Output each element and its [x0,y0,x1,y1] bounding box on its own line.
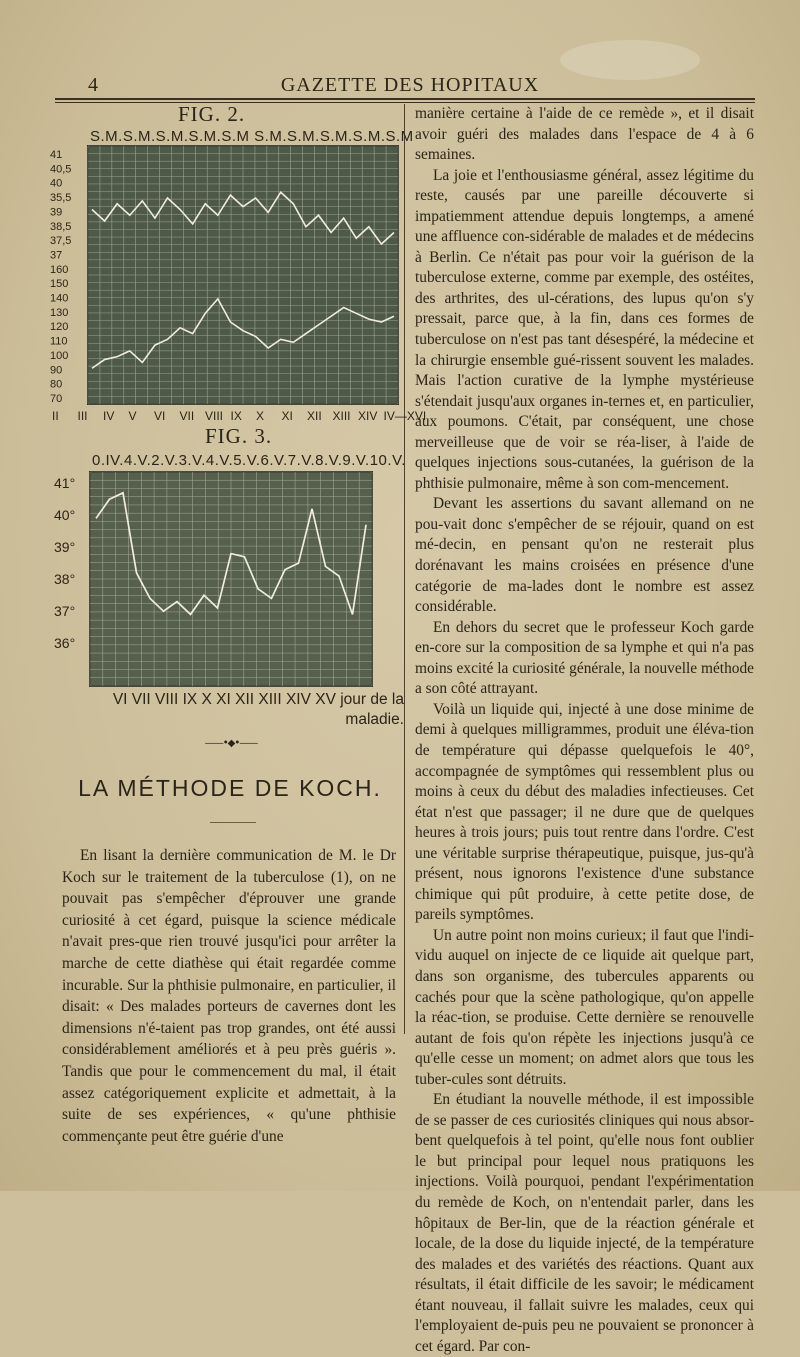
fig3-axis-label: 40° [54,507,76,523]
right-paragraph-3: Devant les assertions du savant allemand on ne pou-vait donc s'empêcher de se réjouir, quand on est mé-decin, en pensant qu'on ne resterait plus dorénavant les mains croisées en présence d'une catégorie de ma-lades dont le nombre est assez considérable. [415,495,754,616]
fig2-axis-label: 160 [50,263,69,276]
section-title: LA MÉTHODE DE KOCH. [78,775,382,801]
fig2-axis-label: 80 [50,378,63,391]
page-number: 4 [88,74,99,96]
right-paragraph-5: Voilà un liquide qui, injecté à une dose minime de demi à quelques milligrammes, produit une éléva-tion de température qui dépasse quelquefois le 40°, accompagnée de symptômes qui ressemblent plus ou moins à ceux du début des maladies infectieuses. Cet état n'est que passager; il ne dure que de quelques heures à trois jours; puis tout rentre dans l'ordre. C'est une véritable surprise thérapeutique, puisque, jus-qu'à présent, nous ignorons l'existence d'une substance chimique qui pût produire, à cette petite dose, de pareils symptômes. [415,700,754,924]
right-paragraph-2: La joie et l'enthousiasme général, assez légitime du reste, causés par une pareille découverte si impatiemment attendue depuis longtemps, a amené une affluence con-sidérable de malades et de médecins à Berlin. Ce n'était pas pour voir la guérison de la tuberculose externe, comme par exemple, des ostéites, des arthrites, des ul-cérations, des lupus qu'on s'y pressait, parce que, à la fin, dans ces formes de tuberculose on n'est pas tant désespéré, la médecine et la chirurgie ensemble gué-rissent souvent les malades. Mais l'action curative de la lymphe mystérieuse s'étendait jusqu'aux organes in-ternes et, en particulier, aux poumons. C'était, par conséquent, une chose merveilleuse que de voir se réa-liser, à l'aide de quelques injections sous-cutanées, la guérison de la phthisie pulmonaire, même à son com-mencement. [415,166,754,492]
fig2-top-labels: S.M.S.M.S.M.S.M.S.M S.M.S.M.S.M.S.M.S.M [90,128,414,145]
fig2-day-label: IX [230,409,242,423]
fig2-day-label: V [128,409,137,423]
fig2-chart [48,142,427,424]
fig3-caption: VI VII VIII IX X XI XII XIII XIV XV jour de la maladie. [112,691,404,728]
fig2-day-label: XIV [358,409,378,423]
fig2-day-label: III [77,409,88,423]
fig2-axis-label: 40,5 [50,163,72,176]
left-paragraph: En lisant la dernière communication de M. le Dr Koch sur le traitement de la tuberculose (1), on ne pouvait pas s'empêcher d'éprouver une grande curiosité à cet égard, puisque la science médicale n'avait pres-que rien trouvé jusqu'ici pour arrêter la marche de cette diathèse qui était regardée comme incurable. Sur la phthisie pulmonaire, en particulier, il disait: « Des malades porteurs de cavernes dont les dimensions n'é-taient pas trop grandes, ont été aussi considérablement améliorés et à peu près guéris ». Tandis que pour le commencement du mal, il était assez catégoriquement explicite et admettait, à la suite de ses expériences, « qu'une phthisie commençante peut être guérie d'une [62,847,396,1145]
fig2-day-label: VII [179,409,195,423]
fig2-title: FIG. 2. [178,102,246,126]
fig2-axis-label: 140 [50,292,69,305]
header-rule-thin [55,102,755,103]
fig3-axis-label: 38° [54,571,76,587]
fig2-axis-label: 41 [50,149,63,161]
fig2-axis-label: 110 [50,335,68,348]
journal-title: GAZETTE DES HOPITAUX [280,74,540,96]
right-paragraph-6: Un autre point non moins curieux; il faut que l'indi-vidu auquel on injecte de ce liquide ait quelque part, dans son organisme, des tubercules apparents ou cachés pour que la scène pathologique, qu'on appelle la réac-tion, se produise. Cette dernière se renouvelle autant de fois qu'on répète les injections jusqu'à ce qu'elle cesse un moment; on admet alors que tous les tuber-cules sont détruits. [415,926,754,1088]
fig2-axis-label: 150 [50,278,69,291]
column-divider [404,104,405,1034]
fig2-axis-label: 37 [50,249,63,262]
fig2-axis-label: 100 [50,349,69,362]
fig2-day-label: IV [103,409,115,423]
fig3-axis-label: 39° [54,539,76,555]
right-column-text [415,104,754,1357]
fig3-top-labels: 0.IV.4.V.2.V.3.V.4.V.5.V.6.V.7.V.8.V.9.V.10.V. [92,452,406,469]
fig2-axis-label: 37,5 [50,235,72,248]
fig2-axis-label: 90 [50,364,63,377]
fig2-axis-label: 39 [50,206,63,219]
fig3-axis-label: 37° [54,603,76,619]
fig3-axis-label: 41° [54,475,76,491]
fig2-day-label: VIII [205,409,224,423]
fig2-day-label: XIII [332,409,351,423]
fig2-day-label: XII [307,409,322,423]
fig2-axis-label: 130 [50,306,69,319]
left-column-text [62,845,396,1147]
section-rule [210,822,256,823]
header-rule [55,98,755,100]
fig2-axis-label: 40 [50,177,63,190]
fig2-axis-label: 35,5 [50,192,72,205]
ornament-divider: ——•◆•—— [204,738,258,749]
fig3-title: FIG. 3. [205,424,273,448]
fig2-axis-label: 38,5 [50,220,72,233]
fig2-day-label: VI [154,409,166,423]
fig3-axis-label: 36° [54,635,76,651]
fig2-day-label: XI [281,409,293,423]
right-paragraph-4: En dehors du secret que le professeur Koch garde en-core sur la composition de sa lymphe et qui n'a pas moins excité la curiosité générale, la nouvelle méthode a son côté attrayant. [415,618,754,698]
right-paragraph-1: manière certaine à l'aide de ce remède », et il disait avoir guéri des malades dans l'espace de 4 à 6 semaines. [415,105,754,164]
right-paragraph-7: En étudiant la nouvelle méthode, il est impossible de se passer de ces curiosités cliniques qui nous absor-bent quelquefois à tel point, qu'elle nous font oublier le but principal pour lequel nous pratiquons les injections. Voilà pourquoi, pendant l'expérimentation du remède de Koch, on n'entendait parler, dans les hôpitaux de Ber-lin, que de la réaction générale et locale, de la dose du liquide injecté, de la température des malades et des variétés des réactions. Quant aux résultats, il était difficile de les savoir; le médicament étant nouveau, il fallait suivre les malades, ceux qui l'employaient de-puis peu ne pouvaient se prononcer à cet égard. Par con- [415,1091,754,1355]
fig2-day-label: II [52,409,59,423]
fig2-axis-label: 120 [50,321,69,334]
fig2-axis-label: 70 [50,393,63,405]
fig2-day-label: IV—XVI [383,409,427,423]
page-header [70,74,750,98]
fig2-day-label: X [256,409,265,423]
fig3-chart [48,468,378,690]
